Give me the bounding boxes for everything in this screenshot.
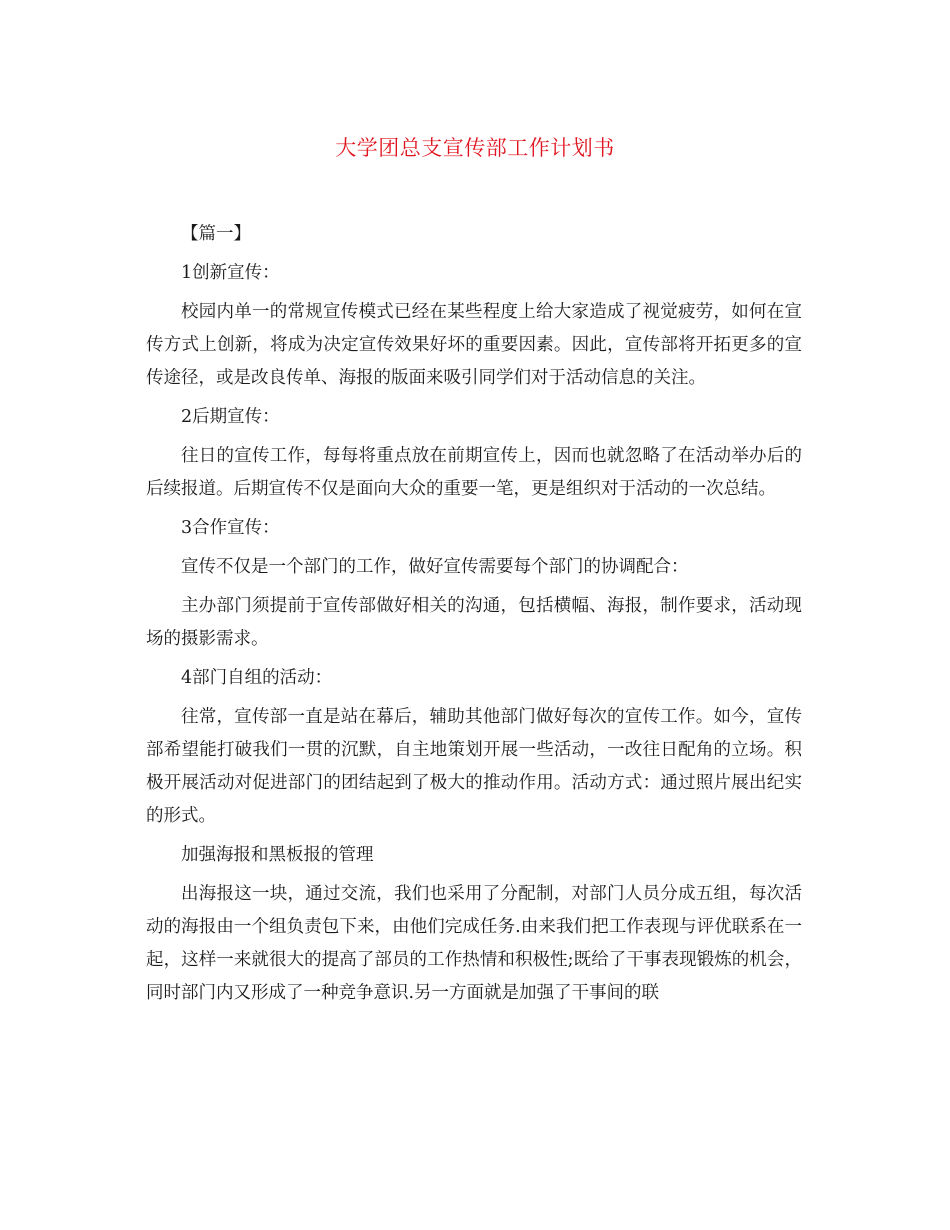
paragraph-posters: 出海报这一块，通过交流，我们也采用了分配制，对部门人员分成五组，每次活动的海报由一个组负责包下来，由他们完成任务.由来我们把工作表现与评优联系在一起，这样一来就很大的提高了部员的工作热情和积极性;既给了干事表现锻炼的机会，同时部门内又形成了一种竞争意识.另一方面就是加强了干事间的联 xyxy=(146,884,802,1003)
paragraph-innovation: 校园内单一的常规宣传模式已经在某些程度上给大家造成了视觉疲劳，如何在宣传方式上创新，将成为决定宣传效果好坏的重要因素。因此，宣传部将开拓更多的宣传途径，或是改良传单、海报的版面来吸引同学们对于活动信息的关注。 xyxy=(146,302,802,388)
section-heading-follow-up: 2后期宣传： xyxy=(181,407,280,427)
paragraph-cooperation-intro: 宣传不仅是一个部门的工作，做好宣传需要每个部门的协调配合： xyxy=(181,557,689,577)
section-heading-posters: 加强海报和黑板报的管理 xyxy=(181,845,374,865)
section-heading-cooperation: 3合作宣传： xyxy=(181,518,280,538)
section-heading-part-one: 【篇一】 xyxy=(181,224,251,244)
paragraph-own-activities: 往常，宣传部一直是站在幕后，辅助其他部门做好每次的宣传工作。如今，宣传部希望能打破我们一贯的沉默，自主地策划开展一些活动，一改往日配角的立场。积极开展活动对促进部门的团结起到了极大的推动作用。活动方式：通过照片展出纪实的形式。 xyxy=(146,707,802,826)
paragraph-follow-up: 往日的宣传工作，每每将重点放在前期宣传上，因而也就忽略了在活动举办后的后续报道。后期宣传不仅是面向大众的重要一笔，更是组织对于活动的一次总结。 xyxy=(146,446,802,499)
section-heading-innovation: 1创新宣传： xyxy=(181,263,280,283)
document-title: 大学团总支宣传部工作计划书 xyxy=(335,136,615,160)
document-body xyxy=(146,218,802,1010)
section-heading-own-activities: 4部门自组的活动： xyxy=(181,668,333,688)
paragraph-cooperation-detail: 主办部门须提前于宣传部做好相关的沟通，包括横幅、海报，制作要求，活动现场的摄影需求。 xyxy=(146,596,802,649)
